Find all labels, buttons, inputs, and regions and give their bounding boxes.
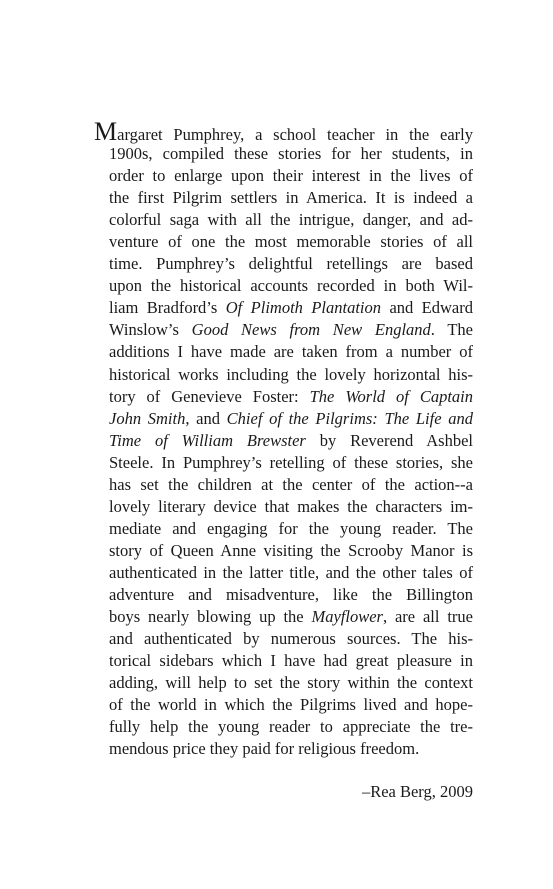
text-run: authenticated in the latter title, and the other tales of bbox=[109, 562, 473, 582]
text-run: upon the historical accounts recorded in both Wil- bbox=[109, 276, 473, 296]
text-line bbox=[94, 474, 473, 496]
text-line bbox=[94, 408, 473, 430]
text-run: time. Pumphrey’s delightful retellings are based bbox=[109, 254, 473, 274]
text-line bbox=[94, 297, 473, 319]
text-line bbox=[94, 606, 473, 628]
text-run: fully help the young reader to appreciate the tre- bbox=[109, 717, 473, 737]
text-run: 1900s, compiled these stories for her students, in bbox=[109, 144, 473, 164]
text-line bbox=[94, 117, 473, 146]
text-run: mediate and engaging for the young reader. The bbox=[109, 518, 473, 538]
text-run: Steele. In Pumphrey’s retelling of these stories, she bbox=[109, 452, 473, 472]
author-signature: –Rea Berg, 2009 bbox=[361, 782, 473, 801]
text-line bbox=[94, 319, 473, 341]
text-run: adding, will help to set the story within the context bbox=[109, 673, 473, 693]
text-line bbox=[94, 187, 473, 209]
drop-cap: M bbox=[94, 117, 118, 146]
text-line bbox=[94, 386, 473, 408]
text-run: argaret Pumphrey, a school teacher in the early bbox=[117, 125, 473, 144]
text-run: and authenticated by numerous sources. The his- bbox=[109, 629, 473, 649]
text-line bbox=[94, 165, 473, 187]
book-title-italic: Of Plimoth Plantation bbox=[225, 298, 382, 318]
text-run: additions I have made are taken from a number of bbox=[109, 342, 473, 362]
book-title-italic: The World of Captain bbox=[309, 386, 474, 406]
text-line bbox=[94, 716, 473, 738]
text-run: the first Pilgrim settlers in America. It is indeed a bbox=[109, 188, 473, 208]
text-run: , and bbox=[185, 408, 227, 428]
text-line bbox=[94, 253, 473, 275]
text-line bbox=[94, 738, 473, 760]
text-line bbox=[94, 430, 473, 452]
text-run: story of Queen Anne visiting the Scrooby Manor is bbox=[109, 540, 473, 560]
text-run: has set the children at the center of the action--a bbox=[109, 474, 473, 494]
book-title-italic: Good News from New England bbox=[191, 320, 431, 340]
text-run: and Edward bbox=[381, 298, 473, 318]
text-line bbox=[94, 584, 473, 606]
text-line bbox=[94, 364, 473, 386]
text-line bbox=[94, 672, 473, 694]
text-run: liam Bradford’s bbox=[109, 298, 226, 318]
book-title-italic: Chief of the Pilgrims: The Life and bbox=[226, 408, 473, 428]
text-line bbox=[94, 275, 473, 297]
foreword-paragraph bbox=[94, 117, 474, 760]
text-run: , are all true bbox=[382, 607, 473, 627]
text-run: . The bbox=[430, 320, 473, 340]
text-line bbox=[94, 143, 473, 165]
book-title-italic: Time of William Brewster bbox=[109, 430, 306, 450]
text-run: historical works including the lovely horizontal his- bbox=[109, 364, 473, 384]
text-run: Winslow’s bbox=[109, 320, 192, 340]
text-line bbox=[94, 209, 473, 231]
text-run: order to enlarge upon their interest in the lives of bbox=[109, 166, 473, 186]
text-line bbox=[94, 341, 473, 363]
text-run: boys nearly blowing up the bbox=[109, 607, 312, 627]
book-title-italic: John Smith bbox=[109, 408, 186, 428]
text-line bbox=[94, 540, 473, 562]
text-line bbox=[94, 562, 473, 584]
text-line bbox=[94, 496, 473, 518]
text-run: venture of one the most memorable stories of all bbox=[109, 232, 473, 252]
text-run: mendous price they paid for religious freedom. bbox=[109, 739, 420, 759]
text-run: tory of Genevieve Foster: bbox=[109, 386, 310, 406]
text-run: adventure and misadventure, like the Billington bbox=[109, 584, 473, 604]
text-run: by Reverend Ashbel bbox=[305, 430, 473, 450]
book-title-italic: Mayflower bbox=[311, 607, 383, 627]
text-run: torical sidebars which I have had great pleasure in bbox=[109, 651, 473, 671]
text-run: lovely literary device that makes the characters im- bbox=[109, 496, 473, 516]
text-line bbox=[94, 694, 473, 716]
text-line bbox=[94, 650, 473, 672]
text-run: of the world in which the Pilgrims lived and hope- bbox=[109, 695, 473, 715]
text-line bbox=[94, 452, 473, 474]
text-line bbox=[94, 231, 473, 253]
text-line bbox=[94, 628, 473, 650]
text-line bbox=[94, 518, 473, 540]
text-run: colorful saga with all the intrigue, danger, and ad- bbox=[109, 210, 473, 230]
